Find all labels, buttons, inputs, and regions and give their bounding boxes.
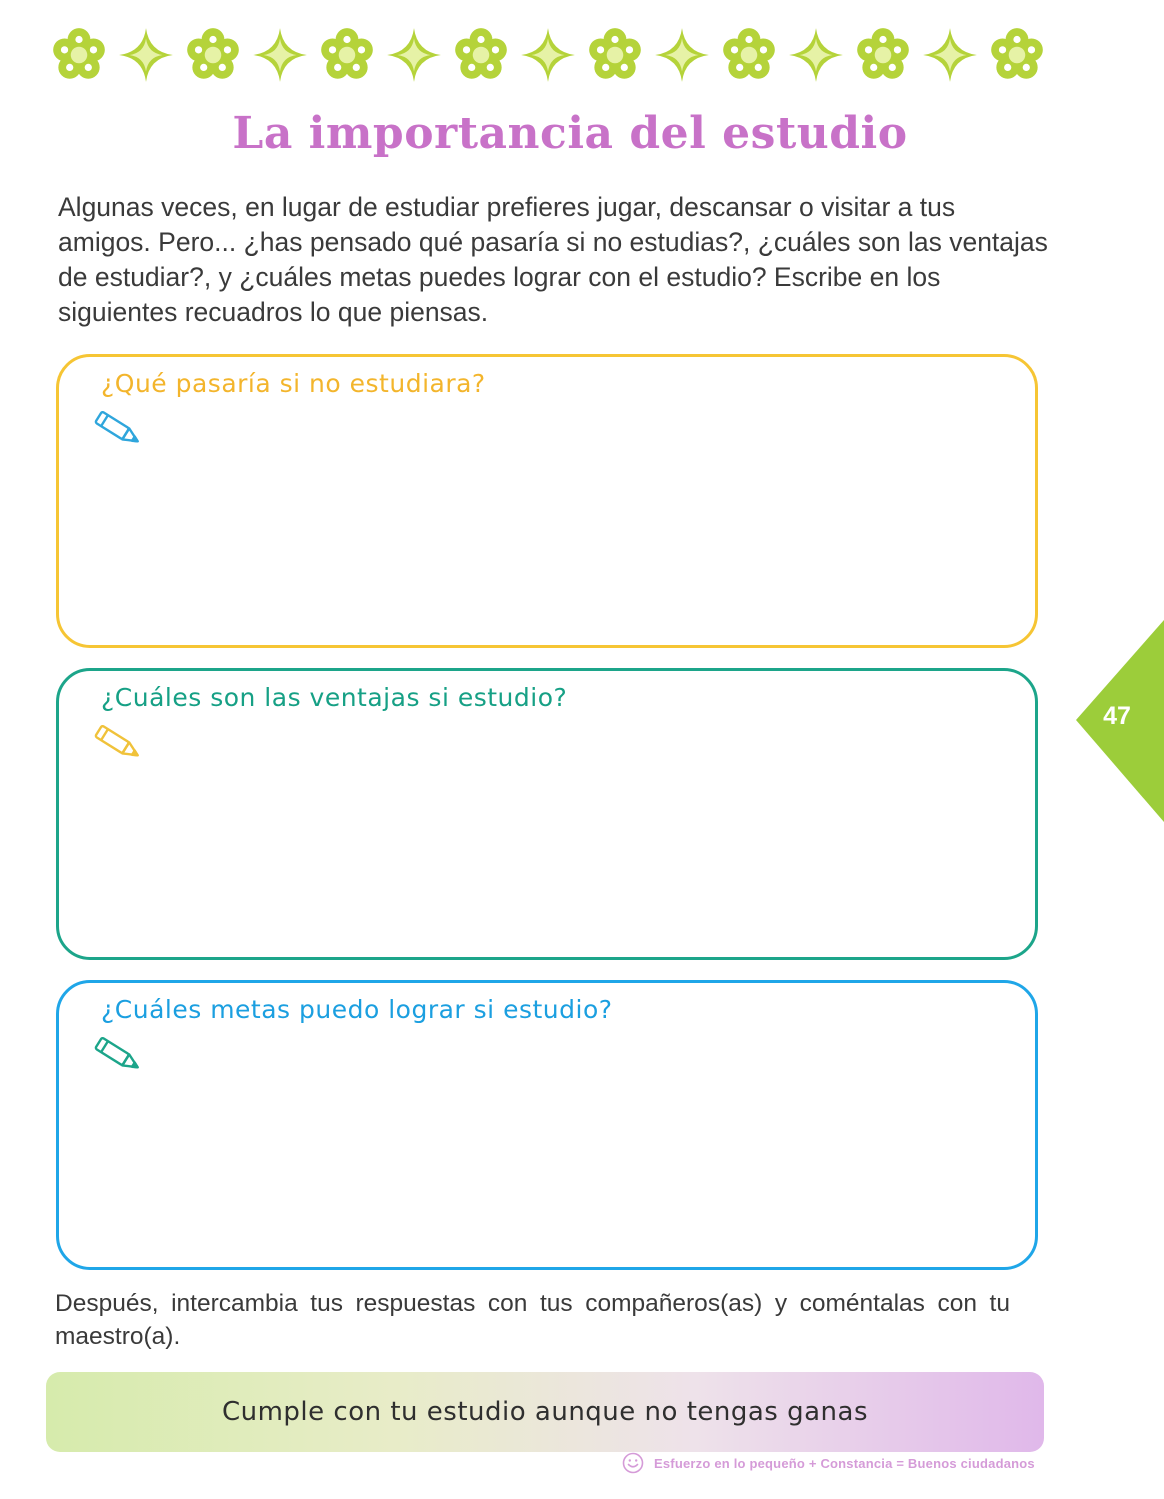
box-question: ¿Cuáles metas puedo lograr si estudio?	[101, 995, 613, 1024]
flower-icon	[584, 24, 646, 86]
sparkle-icon	[919, 24, 981, 86]
closing-paragraph: Después, intercambia tus respuestas con tus compañeros(as) y coméntalas con tu maestro(a).	[55, 1290, 1010, 1350]
smile-icon	[622, 1452, 644, 1474]
motto-text: Cumple con tu estudio aunque no tengas ganas	[221, 1397, 869, 1427]
flower-icon	[852, 24, 914, 86]
sparkle-icon	[517, 24, 579, 86]
footer	[622, 1450, 1042, 1476]
box-question: ¿Qué pasaría si no estudiara?	[101, 369, 486, 398]
flower-icon	[986, 24, 1048, 86]
motto-banner	[46, 1372, 1044, 1452]
answer-box-consequences[interactable]	[56, 354, 1038, 648]
footer-text: Esfuerzo en lo pequeño + Constancia = Buenos ciudadanos	[654, 1455, 1035, 1471]
sparkle-icon	[383, 24, 445, 86]
flower-icon	[182, 24, 244, 86]
ornament-border	[48, 22, 1048, 88]
flower-icon	[316, 24, 378, 86]
answer-box-advantages[interactable]	[56, 668, 1038, 960]
flower-icon	[450, 24, 512, 86]
pencil-icon	[89, 1035, 145, 1075]
flower-icon	[718, 24, 780, 86]
answer-box-goals[interactable]	[56, 980, 1038, 1270]
page-title: La importancia del estudio	[232, 108, 908, 159]
page-number: 47	[1103, 702, 1131, 730]
pencil-icon	[89, 723, 145, 763]
sparkle-icon	[651, 24, 713, 86]
sparkle-icon	[249, 24, 311, 86]
flower-icon	[48, 24, 110, 86]
sparkle-icon	[115, 24, 177, 86]
sparkle-icon	[785, 24, 847, 86]
pencil-icon	[89, 409, 145, 449]
intro-paragraph: Algunas veces, en lugar de estudiar prefieres jugar, descansar o visitar a tus amigos. Pero... ¿has pensado qué pasaría si no estudias?, ¿cuáles son las ventajas de estudiar?, y ¿cuáles metas puedes lograr con el estudio? Escribe en los siguientes recuadros lo que piensas.	[58, 192, 1048, 327]
box-question: ¿Cuáles son las ventajas si estudio?	[101, 683, 568, 712]
